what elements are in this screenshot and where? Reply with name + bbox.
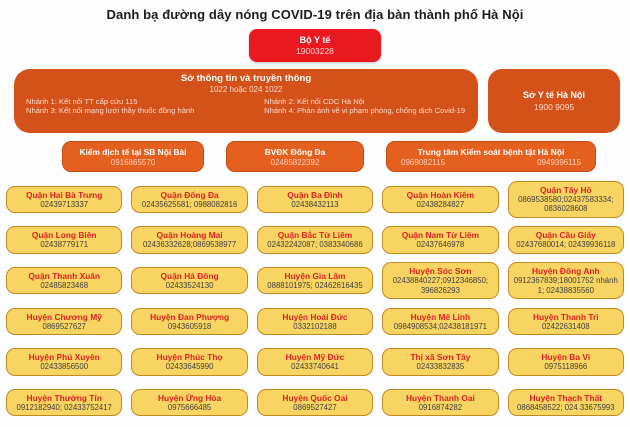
district-name: Quận Đống Đa (160, 189, 219, 200)
district-name: Quận Tây Hồ (539, 184, 592, 195)
cdc-phone-2: 0949396115 (537, 157, 581, 167)
district-box (508, 308, 624, 335)
noibai-label: Kiểm dịch tế tại SB Nội Bài (79, 146, 187, 157)
district-phone: 0869527427 (293, 403, 337, 413)
district-name: Huyện Phúc Thọ (156, 352, 223, 363)
district-phone: 02433832835 (416, 362, 465, 372)
district-box (382, 226, 498, 253)
district-name: Huyện Thạch Thất (529, 392, 603, 403)
district-name: Huyện Ba Vì (541, 352, 591, 363)
district-name: Quận Long Biên (31, 230, 97, 241)
district-phone: 02438779171 (40, 240, 89, 250)
info-dept-phone: 1022 hoặc 024 1022 (209, 84, 283, 94)
district-name: Huyện Thanh Trì (532, 311, 599, 322)
district-box (6, 389, 122, 416)
district-box (508, 226, 624, 253)
district-name: Quận Nam Từ Liêm (401, 230, 480, 241)
district-box (6, 186, 122, 213)
district-name: Huyện Chương Mỹ (26, 311, 102, 322)
district-name: Huyện Gia Lâm (284, 270, 346, 281)
ministry-of-health-box (249, 29, 381, 62)
district-box (131, 308, 247, 335)
hanoi-health-department-box (488, 69, 620, 133)
district-box (382, 348, 498, 375)
district-name: Huyện Thanh Oai (405, 392, 475, 403)
district-box (508, 348, 624, 375)
district-name: Quận Hai Bà Trưng (26, 189, 103, 200)
district-box (257, 226, 373, 253)
health-dept-phone: 1900 9095 (533, 102, 575, 112)
district-phone: 0332102188 (293, 321, 337, 331)
district-box (6, 226, 122, 253)
branch-list (26, 97, 466, 117)
branch-4: Nhánh 4: Phản ánh về vi phạm phòng, chống dịch Covid-19 (264, 106, 466, 116)
district-phone: 0916874282 (418, 403, 463, 413)
district-phone: 0943605918 (167, 321, 212, 331)
district-name: Quận Thanh Xuân (28, 270, 101, 281)
district-phone: 02437646978 (416, 240, 465, 250)
district-phone: 02432242087; 0383340686 (267, 240, 363, 250)
district-phone: 02485823468 (40, 281, 89, 291)
branch-column-right (264, 97, 466, 117)
district-name: Huyện Đan Phượng (150, 311, 230, 322)
district-name: Quận Hoàng Mai (156, 230, 223, 241)
district-name: Huyện Hoài Đức (282, 311, 348, 322)
branch-1: Nhánh 1: Kết nối TT cấp cứu 115 (26, 96, 138, 106)
branch-3: Nhánh 3: Kết nối mạng lưới thầy thuốc đồng hành (26, 106, 195, 116)
cdc-label: Trung tâm Kiểm soát bệnh tật Hà Nội (417, 146, 565, 157)
district-name: Huyện Quốc Oai (282, 392, 348, 403)
district-box (257, 186, 373, 213)
dongda-hospital-label: BVĐK Đống Đa (264, 146, 326, 157)
district-phone: 0912182940; 02433752417 (16, 403, 112, 413)
district-phone: 0975666485 (167, 403, 212, 413)
district-name: Huyện Thường Tín (26, 392, 102, 403)
district-box (257, 267, 373, 294)
district-phone: 02439713337 (40, 199, 89, 209)
district-box (382, 308, 498, 335)
ministry-phone: 19003228 (296, 46, 334, 56)
district-box (6, 267, 122, 294)
district-phone: 0888101975; 02462616435 (267, 281, 363, 291)
dongda-hospital-box (226, 141, 364, 172)
district-name: Huyện Mỹ Đức (285, 352, 345, 363)
branch-2: Nhánh 2: Kết nối CDC Hà Nội (264, 96, 365, 106)
district-phone: 0984908534;02438181971 (393, 321, 487, 331)
district-phone: 0975118966 (544, 362, 588, 372)
district-name: Quận Hoàn Kiếm (406, 189, 475, 200)
district-phone: 02435625581; 0988082816 (141, 199, 238, 209)
branch-column-left (26, 97, 258, 117)
district-phone: 02437680014; 02439936118 (516, 240, 616, 250)
district-box (257, 308, 373, 335)
cdc-phone-1: 0969082115 (401, 157, 445, 167)
district-box (257, 389, 373, 416)
cdc-hanoi-box (386, 141, 596, 172)
cdc-phones (387, 158, 595, 167)
district-box (131, 348, 247, 375)
district-phone: 02438284827 (416, 199, 465, 209)
district-box (382, 262, 498, 299)
ministry-label: Bộ Y tế (299, 35, 331, 45)
district-name: Huyện Ứng Hòa (157, 392, 222, 403)
district-phone: 02438432113 (291, 199, 339, 209)
district-box (131, 267, 247, 294)
district-phone: 02438840227;0912346850; 396826293 (392, 276, 489, 295)
district-phone: 02436332628;0869538977 (142, 240, 237, 250)
district-grid (6, 179, 624, 423)
district-phone: 0869538580;02437583334; 0836028608 (518, 195, 614, 214)
district-phone: 02433740641 (291, 362, 339, 372)
district-phone: 02433524130 (165, 281, 214, 291)
district-box (131, 186, 247, 213)
district-name: Quận Hà Đông (160, 270, 219, 281)
district-phone: 02433856500 (40, 362, 89, 372)
district-name: Huyện Mê Linh (410, 311, 471, 322)
district-name: Huyện Phú Xuyên (28, 352, 100, 363)
district-box (6, 348, 122, 375)
district-name: Quận Bắc Từ Liêm (277, 230, 353, 241)
district-phone: 0912367839;18001752 nhánh 1; 02438835560 (513, 276, 618, 295)
district-box (257, 348, 373, 375)
district-box (508, 262, 624, 299)
district-name: Huyện Sóc Sơn (409, 266, 472, 277)
health-dept-label: Sở Y tế Hà Nội (522, 90, 586, 100)
dongda-hospital-phone: 02485822392 (270, 157, 320, 167)
district-phone: 0869527627 (42, 321, 86, 331)
district-phone: 0868458522; 024 33675993 (517, 403, 615, 413)
district-box (131, 389, 247, 416)
district-box (508, 181, 624, 218)
district-box (508, 389, 624, 416)
page-title: Danh bạ đường dây nóng COVID-19 trên địa bàn thành phố Hà Nội (106, 7, 524, 22)
information-department-box (14, 69, 478, 133)
district-name: Huyện Đông Anh (531, 266, 600, 277)
district-name: Thị xã Sơn Tây (410, 352, 471, 363)
district-box (131, 226, 247, 253)
noibai-quarantine-box (62, 141, 204, 172)
district-phone: 02433645990 (165, 362, 214, 372)
info-dept-title: Sở thông tin và truyền thông (180, 73, 312, 84)
district-box (382, 186, 498, 213)
district-name: Quận Cầu Giấy (535, 230, 596, 241)
noibai-phone: 0916865570 (110, 157, 156, 167)
district-name: Quận Ba Đình (287, 189, 343, 200)
district-box (382, 389, 498, 416)
district-phone: 02422631408 (541, 321, 590, 331)
department-row (14, 69, 620, 133)
district-box (6, 308, 122, 335)
